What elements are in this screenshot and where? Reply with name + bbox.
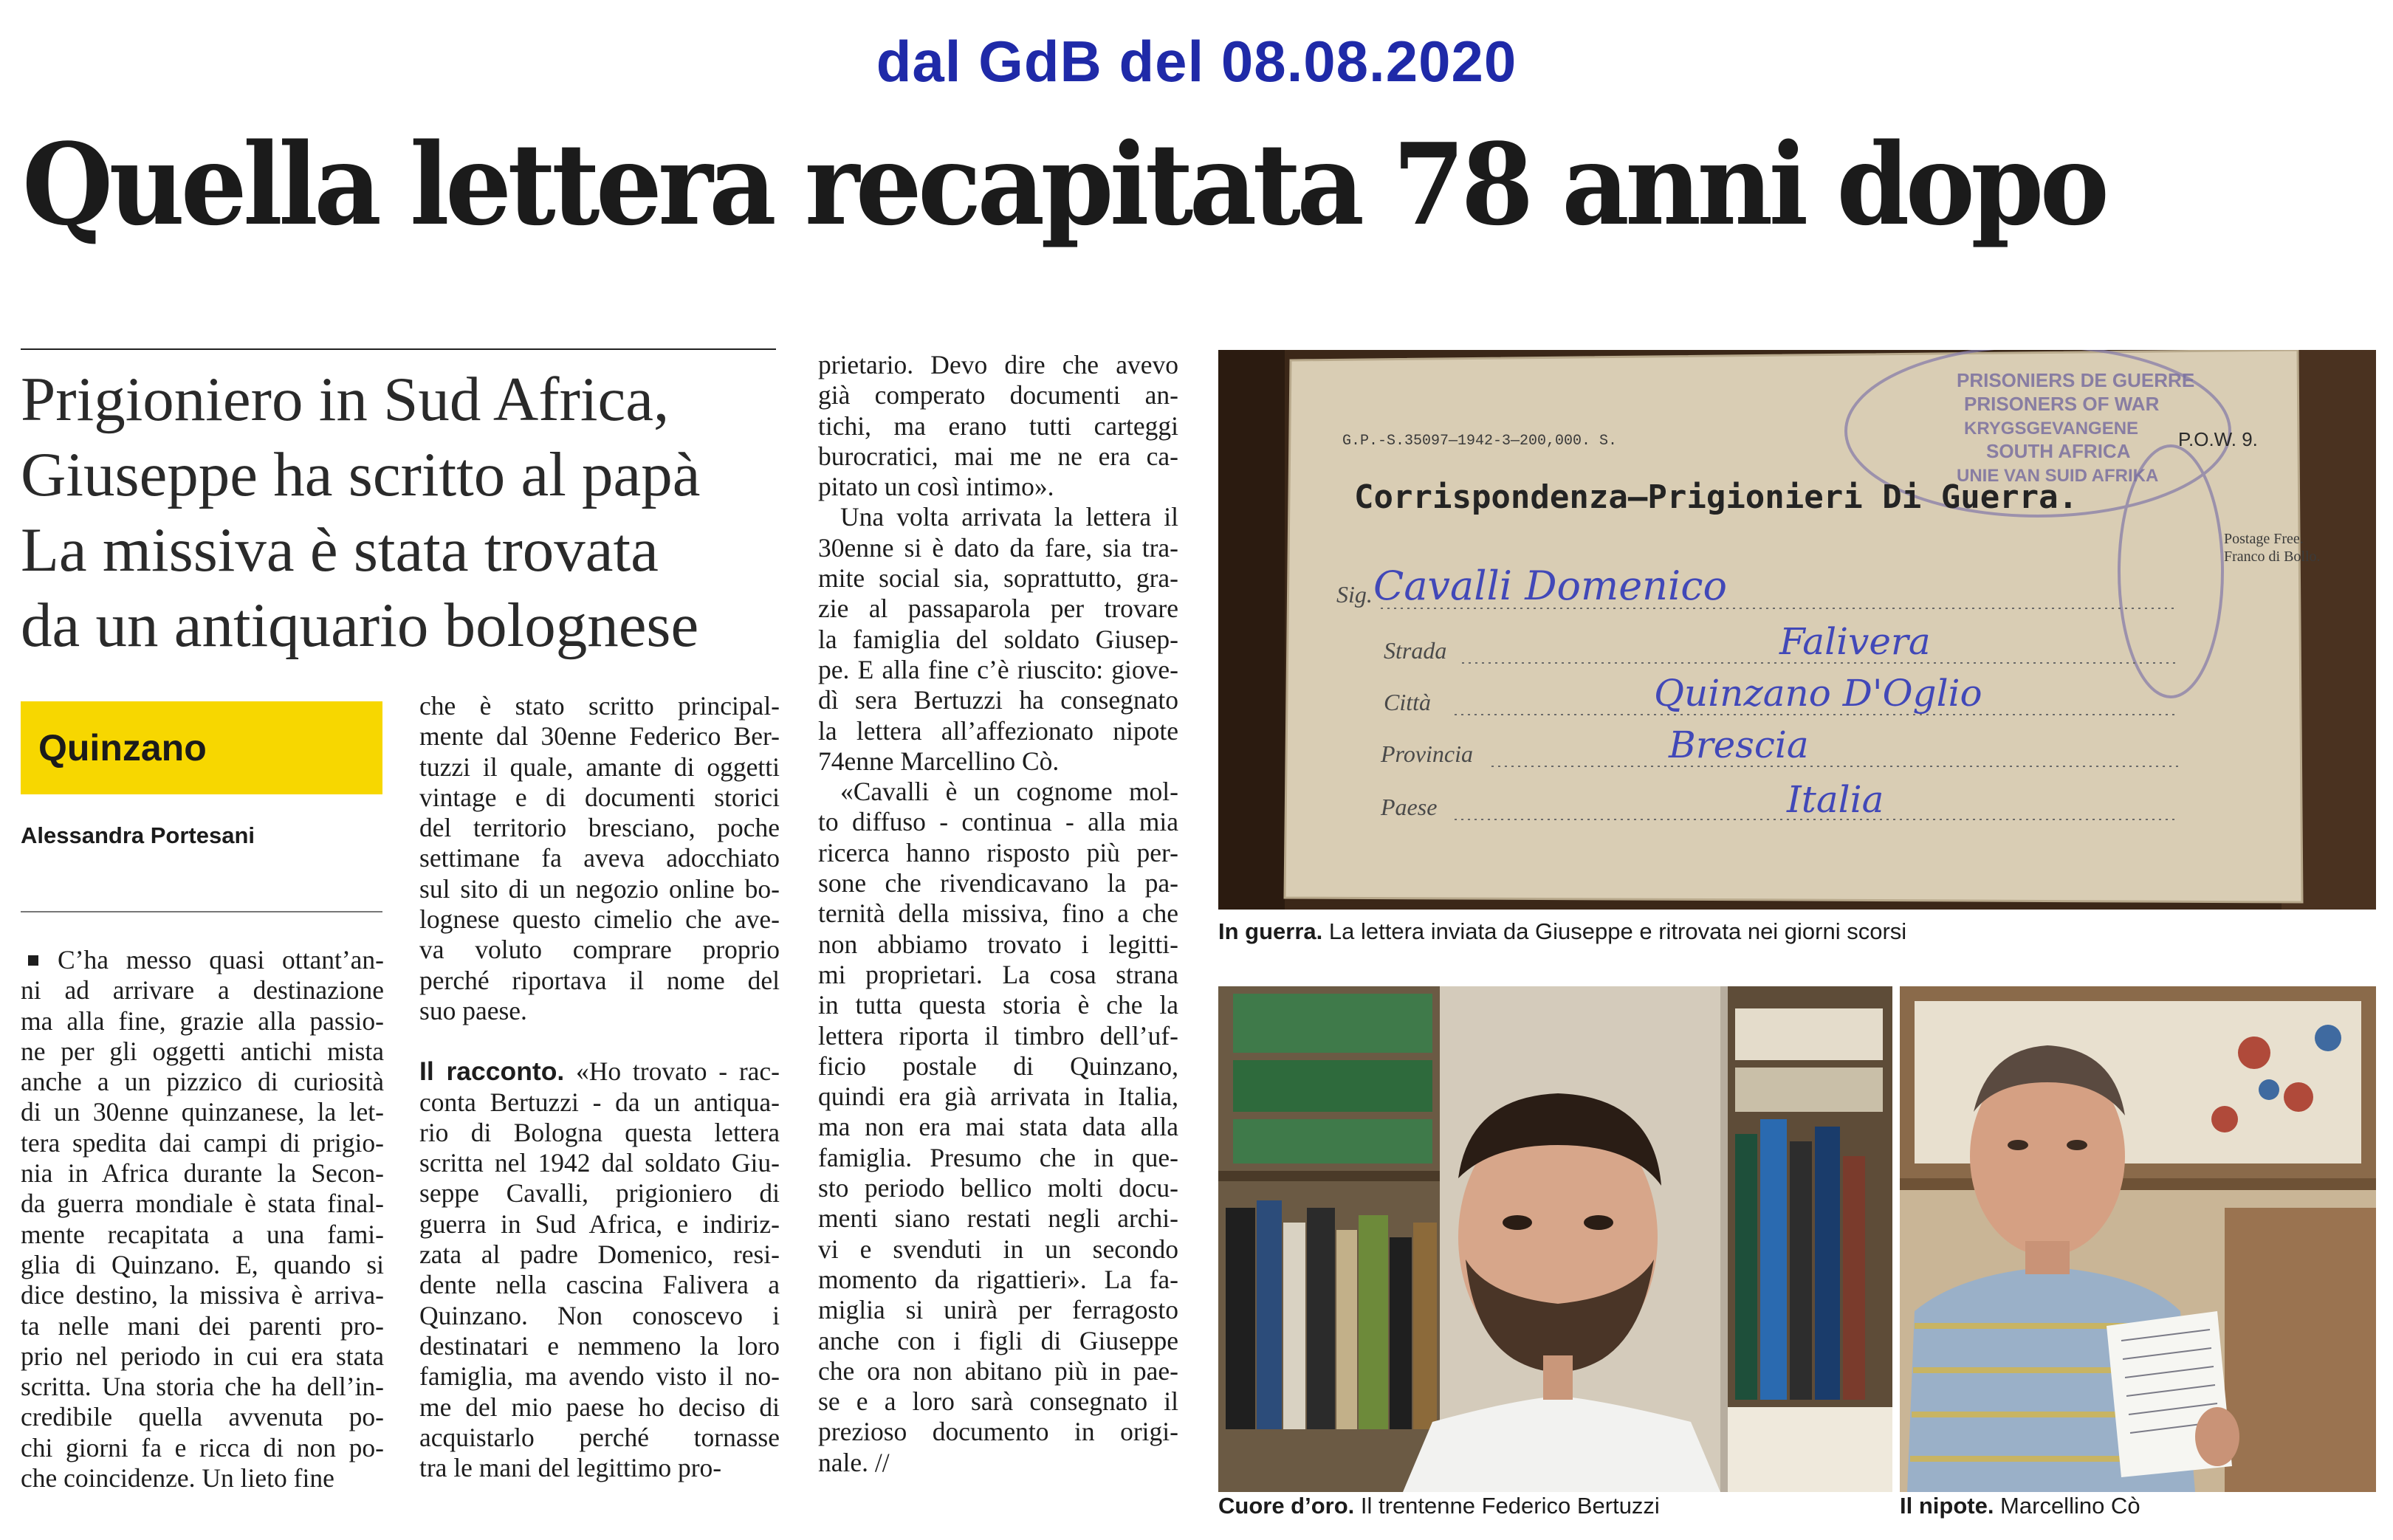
article-line xyxy=(419,1087,780,1118)
article-line-text: tuzzi il quale, amante di oggetti xyxy=(419,752,780,782)
article-line-text: scritta nel 1942 dal soldato Giu- xyxy=(419,1148,780,1178)
envelope-stamp-line-2: PRISONERS OF WAR xyxy=(1964,393,2160,415)
caption-envelope-lead: In guerra. xyxy=(1218,918,1323,944)
article-line-text: mite social sia, soprattutto, gra- xyxy=(818,563,1178,594)
envelope-photo xyxy=(1218,350,2376,910)
article-line xyxy=(21,1250,384,1280)
article-line xyxy=(818,807,1178,837)
subhead-divider xyxy=(21,348,776,350)
article-line xyxy=(818,1234,1178,1265)
article-line-text: destinatari e nemmeno la loro xyxy=(419,1330,780,1361)
article-line xyxy=(419,935,780,965)
article-line xyxy=(818,898,1178,929)
article-line xyxy=(21,1006,384,1037)
article-line-text: vi e svenduti in un secondo xyxy=(818,1234,1178,1264)
article-line-text: che coincidenze. Un lieto fine xyxy=(21,1463,334,1493)
article-line xyxy=(419,843,780,873)
article-line-text: prio nel periodo in cui era stata xyxy=(21,1341,384,1371)
article-line-text: tichi, ma erano tutti carteggi xyxy=(818,410,1178,441)
article-line xyxy=(419,1331,780,1361)
article-line-text: sone che rivendicavano la pa- xyxy=(818,868,1178,898)
caption-marcellino-text: Marcellino Cò xyxy=(1994,1493,2140,1519)
article-line-text: settimane fa aveva adocchiato xyxy=(419,843,780,873)
article-line xyxy=(21,1341,384,1372)
article-line xyxy=(419,996,780,1026)
envelope-hand-provincia: Brescia xyxy=(1669,723,1809,766)
article-line xyxy=(818,472,1178,502)
article-line xyxy=(818,1448,1178,1478)
article-line xyxy=(419,1148,780,1178)
article-line xyxy=(21,1402,384,1432)
envelope-stamp-line-5: UNIE VAN SUID AFRIKA xyxy=(1957,466,2159,486)
article-line-text: menti siano restati negli archi- xyxy=(818,1203,1178,1234)
article-line xyxy=(419,966,780,996)
article-line-text: tera spedita dai campi di prigio- xyxy=(21,1127,384,1158)
article-line-text: burocratici, mai me ne era ca- xyxy=(818,441,1178,471)
article-line-text: acquistarlo perché tornasse xyxy=(419,1422,780,1452)
article-line xyxy=(419,1240,780,1270)
article-line xyxy=(419,904,780,935)
article-line xyxy=(419,1453,780,1483)
article-line xyxy=(21,1433,384,1463)
article-line-text: mente recapitata a una fami- xyxy=(21,1219,384,1249)
envelope-pow: P.O.W. 9. xyxy=(2178,428,2258,450)
author-byline: Alessandra Portesani xyxy=(21,822,255,848)
article-line xyxy=(21,1189,384,1219)
article-line xyxy=(419,1026,780,1056)
article-line-text: vintage e di documenti storici xyxy=(419,782,780,812)
article-line xyxy=(419,691,780,721)
article-line-text: guerra in Sud Africa, e indiriz- xyxy=(419,1209,780,1239)
envelope-hand-strada: Falivera xyxy=(1779,620,1931,663)
article-line-text: anche con i figli di Giuseppe xyxy=(818,1325,1178,1355)
article-line xyxy=(818,1082,1178,1112)
article-line xyxy=(818,441,1178,472)
article-line xyxy=(21,1372,384,1402)
caption-marcellino xyxy=(1900,1493,2140,1519)
article-line xyxy=(818,685,1178,715)
article-line-text: perché riportava il nome del xyxy=(419,965,780,995)
article-line xyxy=(818,380,1178,410)
article-line-text: seppe Cavalli, prigioniero di xyxy=(419,1178,780,1209)
article-line xyxy=(818,625,1178,655)
envelope-postage-2: Franco di Bollo. xyxy=(2224,549,2321,565)
article-line-text: lognese questo cimelio che ave- xyxy=(419,904,780,935)
article-line xyxy=(818,1326,1178,1356)
envelope-code-line: G.P.-S.35097—1942-3—200,000. S. xyxy=(1342,433,1618,450)
article-line xyxy=(21,1067,384,1097)
article-line-text: che è stato scritto principal- xyxy=(419,691,780,721)
article-line-text: prietario. Devo dire che avevo xyxy=(818,350,1178,379)
article-line-text: ne per gli oggetti antichi mista xyxy=(21,1036,384,1066)
article-line xyxy=(818,563,1178,594)
article-line xyxy=(818,746,1178,777)
envelope-stamp-line-4: SOUTH AFRICA xyxy=(1986,440,2131,462)
article-line xyxy=(818,1265,1178,1295)
article-line xyxy=(818,533,1178,563)
article-line xyxy=(21,1037,384,1067)
article-line xyxy=(21,1463,384,1493)
article-line xyxy=(818,1417,1178,1447)
article-line xyxy=(419,1056,780,1087)
article-line-text: ficio postale di Quinzano, xyxy=(818,1051,1178,1081)
headline: Quella lettera recapitata 78 anni dopo xyxy=(22,118,2106,250)
article-line-text: quindi era già arrivata in Italia, xyxy=(818,1082,1178,1112)
article-line xyxy=(818,1173,1178,1203)
marcellino-photo xyxy=(1900,986,2376,1492)
article-line xyxy=(419,1118,780,1148)
caption-envelope-text: La lettera inviata da Giuseppe e ritrovata nei giorni scorsi xyxy=(1322,918,1907,944)
article-line xyxy=(21,1097,384,1127)
article-line-text: rio di Bologna questa lettera xyxy=(419,1117,780,1147)
article-line xyxy=(818,777,1178,807)
location-tag-label: Quinzano xyxy=(38,727,207,769)
article-line xyxy=(818,1203,1178,1234)
article-line xyxy=(818,868,1178,898)
bertuzzi-photo xyxy=(1218,986,1892,1492)
article-line-text: 30enne si è dato da fare, sia tra- xyxy=(818,532,1178,563)
article-line xyxy=(419,1270,780,1300)
article-line-text: famiglia, ma avendo visto il no- xyxy=(419,1361,780,1392)
bertuzzi-portrait xyxy=(1218,986,1892,1492)
envelope-stamp-line-3: KRYGSGEVANGENE xyxy=(1964,419,2139,439)
envelope-hand-paese: Italia xyxy=(1787,778,1884,821)
article-column-2 xyxy=(419,691,780,1483)
subheadline-line: Prigioniero in Sud Africa, xyxy=(21,365,670,434)
caption-envelope xyxy=(1218,918,1906,945)
envelope-label-sig: Sig. xyxy=(1336,581,1373,608)
article-line-text: conta Bertuzzi - da un antiqua- xyxy=(419,1087,780,1117)
location-tag xyxy=(21,701,382,794)
envelope-stamp-line-1: PRISONIERS DE GUERRE xyxy=(1957,369,2195,391)
article-line-text: ma alla fine, grazie alla passio- xyxy=(21,1006,384,1036)
envelope-label-paese: Paese xyxy=(1381,794,1438,820)
article-line-text: anche a un pizzico di curiosità xyxy=(21,1067,384,1097)
article-line-text: «Ho trovato - rac- xyxy=(576,1056,780,1087)
article-line-text: in tutta questa storia è che la xyxy=(818,990,1178,1020)
article-line-text: suo paese. xyxy=(419,995,527,1025)
article-line xyxy=(21,975,384,1006)
article-line xyxy=(21,1280,384,1310)
article-line xyxy=(818,716,1178,746)
article-line-text: mente dal 30enne Federico Ber- xyxy=(419,721,780,752)
article-line-text: mi proprietari. La cosa strana xyxy=(818,959,1178,989)
article-line-text: non abbiamo trovato i legitti- xyxy=(818,929,1178,959)
article-line xyxy=(818,1295,1178,1325)
article-line-text: se e a loro sarà consegnato il xyxy=(818,1386,1178,1417)
article-line-text: lettera riporta il timbro dell’uf- xyxy=(818,1020,1178,1051)
article-line-text: nale. // xyxy=(818,1447,890,1477)
article-line-text: zata al padre Domenico, resi- xyxy=(419,1240,780,1270)
article-line-text: «Cavalli è un cognome mol- xyxy=(840,777,1178,807)
subheadline xyxy=(21,362,789,663)
article-line xyxy=(419,1301,780,1331)
subheadline-line: Giuseppe ha scritto al papà xyxy=(21,440,701,509)
article-line xyxy=(419,1178,780,1209)
article-line-text: di un 30enne quinzanese, la let- xyxy=(21,1097,384,1127)
article-line-text: Quinzano. Non conoscevo i xyxy=(419,1300,780,1330)
article-line-text: pe. E alla fine c’è riuscito: giove- xyxy=(818,654,1178,684)
article-line-text: nia in Africa durante la Secon- xyxy=(21,1158,384,1189)
article-line-text: me del mio paese ho deciso di xyxy=(419,1392,780,1422)
article-line xyxy=(818,502,1178,532)
article-line-text: la famiglia del soldato Giusep- xyxy=(818,624,1178,654)
caption-marcellino-lead: Il nipote. xyxy=(1900,1493,1994,1519)
article-line xyxy=(818,594,1178,624)
article-line-text: che ora non abitano più in pae- xyxy=(818,1355,1178,1386)
envelope-image xyxy=(1218,350,2376,910)
article-line-text: miglia si unirà per ferragosto xyxy=(818,1295,1178,1325)
article-line-text: scritta. Una storia che ha dell’in- xyxy=(21,1372,384,1402)
article-line-text: chi giorni fa e ricca di non po- xyxy=(21,1432,384,1462)
article-line-text: prezioso documento in origi- xyxy=(818,1417,1178,1447)
article-line xyxy=(419,783,780,813)
article-line xyxy=(818,838,1178,868)
envelope-label-citta: Città xyxy=(1384,689,1432,715)
article-line xyxy=(419,721,780,752)
envelope-label-strada: Strada xyxy=(1384,637,1447,664)
article-line xyxy=(818,411,1178,441)
column-divider xyxy=(21,911,382,912)
article-line-text: ta nelle mani dei parenti pro- xyxy=(21,1310,384,1341)
article-line-text: glia di Quinzano. E, quando si xyxy=(21,1249,384,1279)
article-line-text: sto periodo bellico molti docu- xyxy=(818,1173,1178,1203)
article-line-text: sul sito di un negozio online bo- xyxy=(419,873,780,904)
article-line xyxy=(21,1220,384,1250)
article-line xyxy=(818,1112,1178,1142)
article-column-3 xyxy=(818,350,1178,1478)
article-line xyxy=(818,960,1178,990)
article-line-text: dì sera Bertuzzi ha consegnato xyxy=(818,685,1178,715)
article-line-text: zie al passaparola per trovare xyxy=(818,594,1178,624)
article-line-text: da guerra mondiale è stata final- xyxy=(21,1189,384,1219)
article-line xyxy=(21,1158,384,1189)
article-line xyxy=(419,813,780,843)
article-line-text: tra le mani del legittimo pro- xyxy=(419,1453,722,1483)
source-line: dal GdB del 08.08.2020 xyxy=(876,29,1517,94)
subheadline-line: da un antiquario bolognese xyxy=(21,591,699,660)
envelope-hand-name: Cavalli Domenico xyxy=(1373,563,1727,609)
article-line xyxy=(818,1386,1178,1417)
article-line xyxy=(818,1143,1178,1173)
article-line xyxy=(818,350,1178,380)
article-line-text: ternità della missiva, fino a che xyxy=(818,898,1178,929)
article-line xyxy=(818,929,1178,960)
article-line-text: momento da rigattieri». La fa- xyxy=(818,1264,1178,1294)
article-line-text: ricerca hanno risposto più per- xyxy=(818,837,1178,867)
article-line xyxy=(818,1051,1178,1082)
envelope-postage-1: Postage Free. xyxy=(2224,531,2304,547)
article-line-text: la lettera all’affezionato nipote xyxy=(818,715,1178,746)
caption-bertuzzi xyxy=(1218,1493,1660,1519)
article-line-text: 74enne Marcellino Cò. xyxy=(818,746,1060,776)
article-line-text: ni ad arrivare a destinazione xyxy=(21,975,384,1006)
article-line-text: pitato un così intimo». xyxy=(818,472,1054,502)
article-line-text: dice destino, la missiva è arriva- xyxy=(21,1280,384,1310)
article-line xyxy=(21,945,384,975)
article-line xyxy=(818,1356,1178,1386)
article-line xyxy=(419,752,780,783)
article-line-text: to diffuso - continua - alla mia xyxy=(818,807,1178,837)
article-line-text: ma non era mai stata data alla xyxy=(818,1112,1178,1142)
article-line xyxy=(818,655,1178,685)
caption-bertuzzi-text: Il trentenne Federico Bertuzzi xyxy=(1354,1493,1660,1519)
envelope-hand-citta: Quinzano D'Oglio xyxy=(1654,672,1982,715)
paragraph-bullet-icon xyxy=(28,955,38,966)
article-line-text: va voluto comprare proprio xyxy=(419,935,780,965)
article-line-text: del territorio bresciano, poche xyxy=(419,813,780,843)
subheadline-line: La missiva è stata trovata xyxy=(21,515,659,585)
article-column-1 xyxy=(21,945,384,1493)
article-line-text: Una volta arrivata la lettera il xyxy=(840,502,1178,532)
article-line xyxy=(419,1392,780,1423)
envelope-title: Corrispondenza—Prigionieri Di Guerra. xyxy=(1354,478,2078,516)
article-line xyxy=(419,1361,780,1392)
caption-bertuzzi-lead: Cuore d’oro. xyxy=(1218,1493,1355,1519)
article-line xyxy=(21,1128,384,1158)
paragraph-lead: Il racconto. xyxy=(419,1056,565,1087)
article-line xyxy=(419,1209,780,1240)
article-line xyxy=(21,1311,384,1341)
article-line-text: già comperato documenti an- xyxy=(818,380,1178,410)
marcellino-portrait xyxy=(1900,986,2376,1492)
article-line xyxy=(818,990,1178,1020)
article-line xyxy=(419,1423,780,1453)
article-line-text: credibile quella avvenuta po- xyxy=(21,1402,384,1432)
article-line xyxy=(818,1021,1178,1051)
article-line-text: dente nella cascina Falivera a xyxy=(419,1270,780,1300)
envelope-label-provincia: Provincia xyxy=(1381,740,1473,767)
article-line xyxy=(419,874,780,904)
article-line-text: C’ha messo quasi ottant’an- xyxy=(58,945,384,974)
article-line-text: famiglia. Presumo che in que- xyxy=(818,1142,1178,1172)
